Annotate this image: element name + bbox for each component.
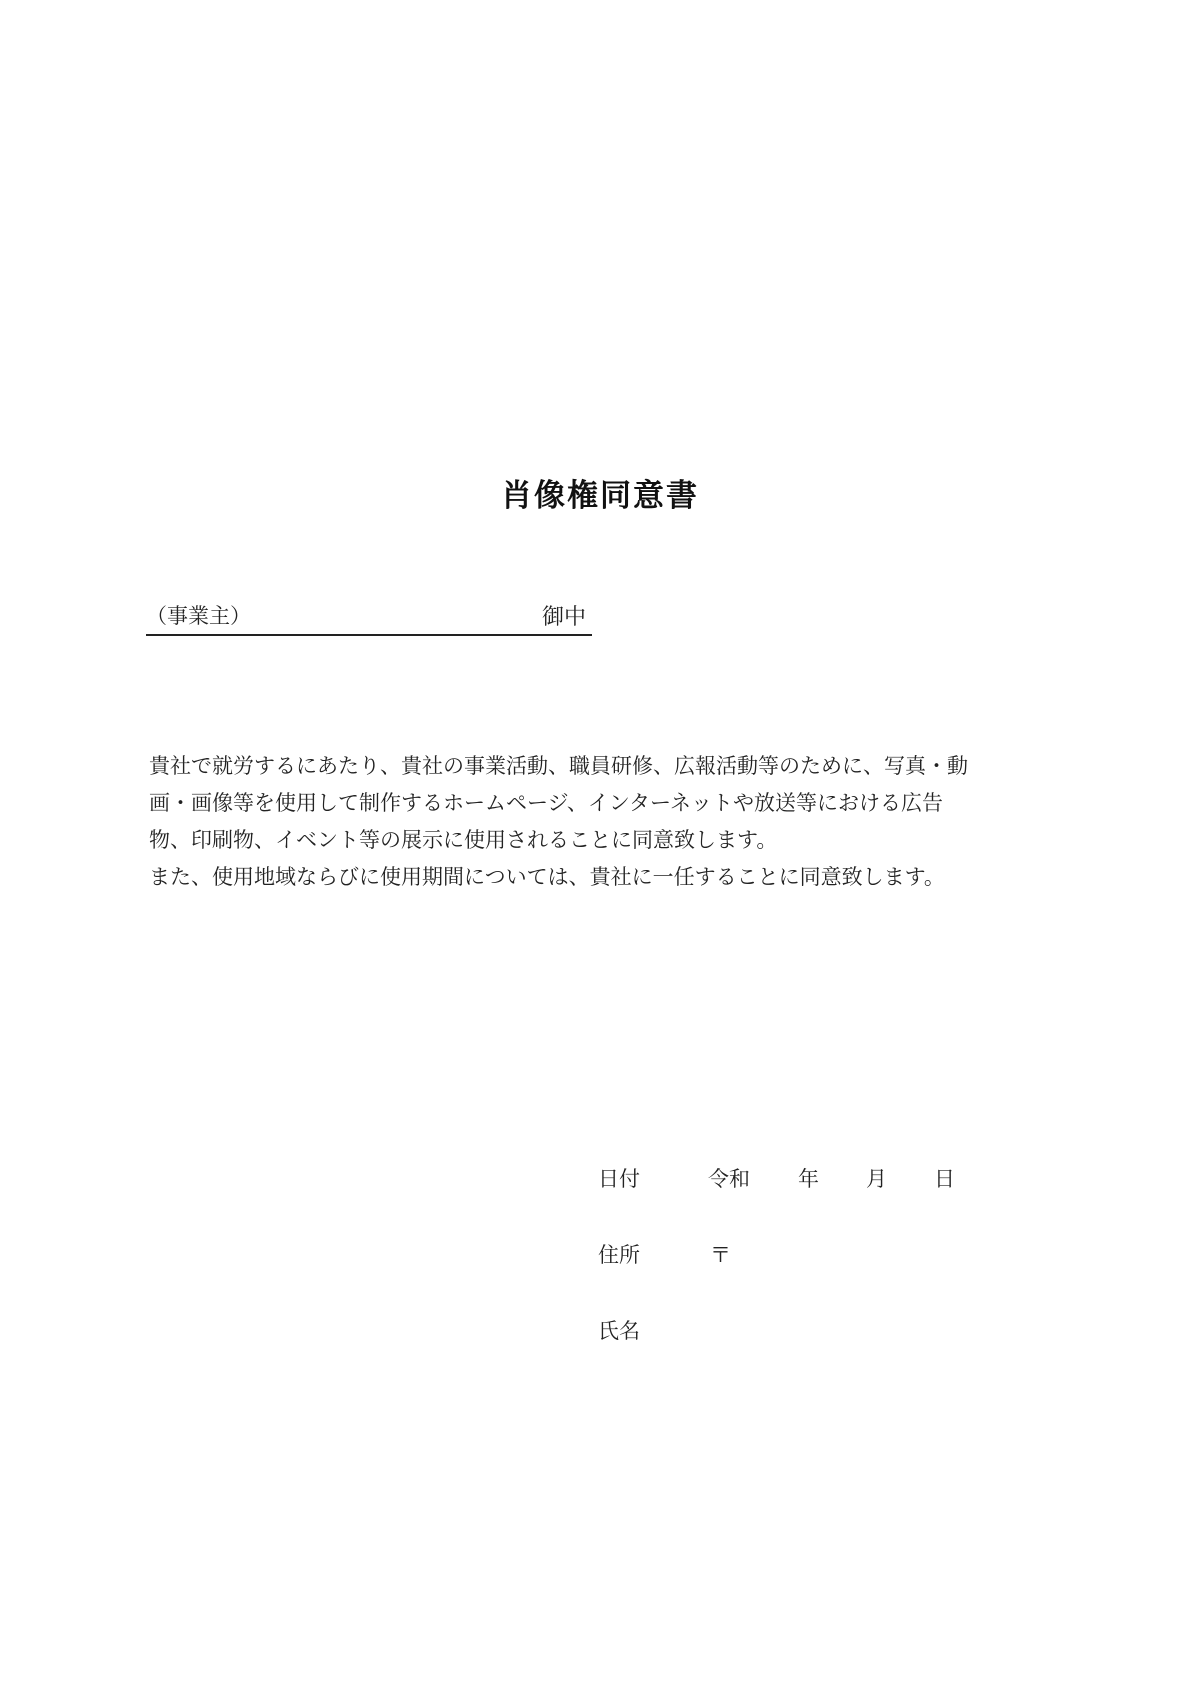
name-row [598,1315,1018,1391]
date-label: 日付 [598,1167,640,1191]
date-day-unit: 日 [934,1167,955,1191]
addressee-line [146,592,592,636]
document-title: 肖像権同意書 [501,478,699,514]
address-row [598,1239,1018,1315]
postal-mark: 〒 [710,1243,731,1267]
addressee-suffix: 御中 [541,605,586,630]
address-label: 住所 [598,1243,640,1267]
name-label: 氏名 [598,1319,640,1343]
date-row [598,1163,1018,1239]
date-month-unit: 月 [866,1167,887,1191]
consent-body-line: 画・画像等を使用して制作するホームページ、インターネットや放送等における広告 [149,791,944,815]
date-year-unit: 年 [798,1167,819,1191]
consent-body [149,748,1049,896]
consent-body-line: 物、印刷物、イベント等の展示に使用されることに同意致します。 [149,828,778,852]
addressee-label: （事業主） [146,604,251,628]
consent-body-line: また、使用地域ならびに使用期間については、貴社に一任することに同意致します。 [149,865,945,889]
signature-block [598,1163,1018,1391]
date-era: 令和 [708,1167,750,1191]
consent-body-line: 貴社で就労するにあたり、貴社の事業活動、職員研修、広報活動等のために、写真・動 [149,754,968,778]
